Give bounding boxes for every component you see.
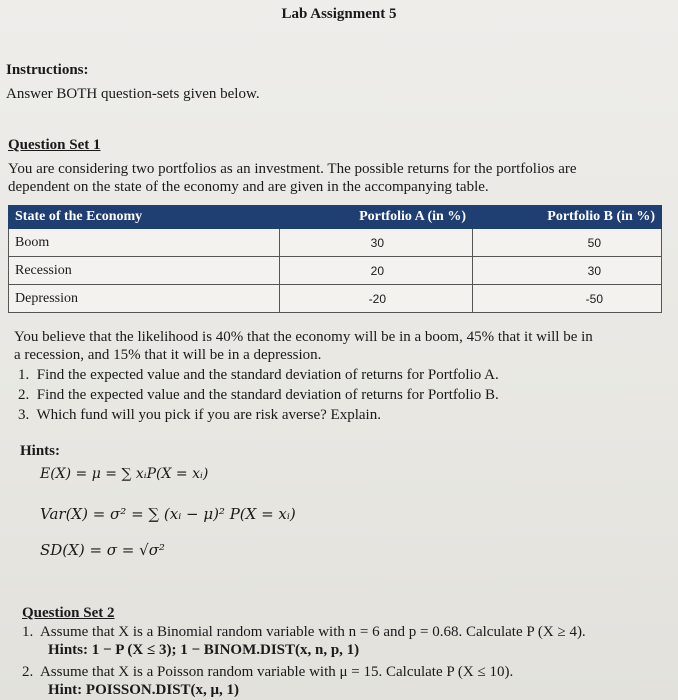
list-item [18, 365, 499, 385]
header-portfolio-a: Portfolio A (in %) [280, 206, 473, 229]
set2-question-2-hint: Hint: POISSON.DIST(x, μ, 1) [48, 682, 240, 698]
question-number: 3. [18, 407, 30, 423]
cell-state: Depression [9, 285, 280, 313]
question-number: 1. [18, 367, 30, 383]
question-number: 2. [22, 664, 34, 680]
set1-intro-line1: You are considering two portfolios as an investment. The possible returns for the portfolios are [8, 161, 577, 177]
cell-portfolio-a: 30 [280, 229, 473, 257]
question-text: Which fund will you pick if you are risk averse? Explain. [36, 407, 381, 423]
variance-formula: Var(X) = σ² = ∑ (xᵢ − μ)² P(X = xᵢ) [40, 505, 296, 523]
cell-state: Boom [9, 229, 280, 257]
set2-question-1 [22, 624, 586, 641]
likelihood-line2: a recession, and 15% that it will be in a depression. [14, 347, 322, 363]
question-text: Assume that X is a Binomial random variable with n = 6 and p = 0.68. Calculate P (X ≥ 4). [39, 624, 586, 640]
question-set-1-heading: Question Set 1 [8, 137, 101, 153]
header-portfolio-b: Portfolio B (in %) [473, 206, 662, 229]
set1-intro-line2: dependent on the state of the economy and are given in the accompanying table. [8, 179, 489, 195]
question-text: Assume that X is a Poisson random variable with μ = 15. Calculate P (X ≤ 10). [39, 664, 514, 680]
set1-question-list [18, 365, 499, 425]
returns-table [8, 205, 662, 313]
cell-portfolio-a: -20 [280, 285, 473, 313]
cell-portfolio-b: 30 [473, 257, 662, 285]
question-set-2-heading: Question Set 2 [22, 605, 115, 621]
set2-question-2 [22, 664, 513, 681]
instructions-heading: Instructions: [6, 62, 89, 78]
question-text: Find the expected value and the standard deviation of returns for Portfolio B. [36, 387, 499, 403]
cell-portfolio-b: -50 [473, 285, 662, 313]
std-dev-formula: SD(X) = σ = √σ² [40, 541, 165, 559]
question-number: 1. [22, 624, 34, 640]
header-state: State of the Economy [9, 206, 280, 229]
table-row [9, 257, 662, 285]
question-text: Find the expected value and the standard deviation of returns for Portfolio A. [36, 367, 499, 383]
set2-question-1-hint: Hints: 1 − P (X ≤ 3); 1 − BINOM.DIST(x, n, p, 1) [48, 642, 360, 658]
hints-heading: Hints: [20, 443, 61, 459]
table-header-row [9, 206, 662, 229]
likelihood-line1: You believe that the likelihood is 40% that the economy will be in a boom, 45% that it will be in [14, 329, 593, 345]
page-title: Lab Assignment 5 [281, 6, 397, 22]
list-item [18, 405, 499, 425]
cell-portfolio-b: 50 [473, 229, 662, 257]
cell-portfolio-a: 20 [280, 257, 473, 285]
list-item [18, 385, 499, 405]
cell-state: Recession [9, 257, 280, 285]
question-number: 2. [18, 387, 30, 403]
table-row [9, 229, 662, 257]
table-row [9, 285, 662, 313]
expected-value-formula: E(X) = μ = ∑ xᵢP(X = xᵢ) [40, 466, 209, 482]
instructions-text: Answer BOTH question-sets given below. [6, 86, 260, 102]
